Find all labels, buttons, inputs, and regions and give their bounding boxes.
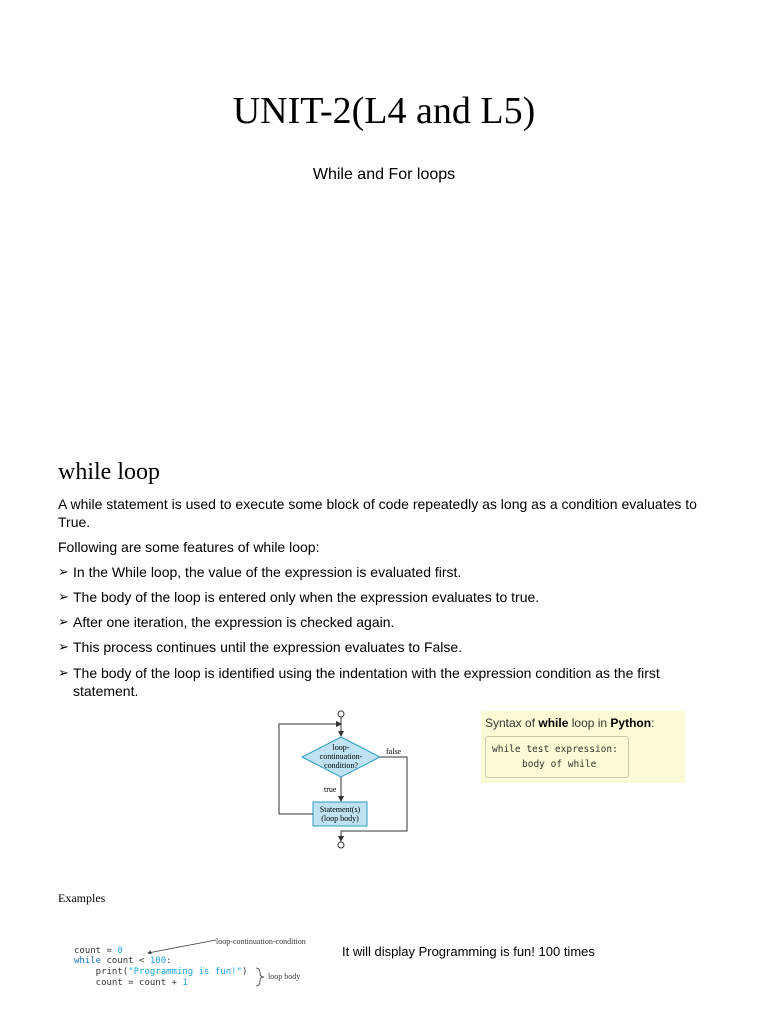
code-line-4: count = count + 1 <box>74 978 188 988</box>
code-line-3: print("Programming is fun!") <box>74 967 248 977</box>
bullet-text: This process continues until the expression evaluates to False. <box>73 639 463 655</box>
syntax-line-1: while test expression: <box>492 744 618 755</box>
false-label: false <box>386 747 402 756</box>
bullet-text: After one iteration, the expression is checked again. <box>73 614 395 630</box>
code-line-1: count = 0 <box>74 946 123 956</box>
condition-annotation: loop-continuation-condition <box>216 937 306 946</box>
code-line-2: while count < 100: <box>74 956 172 966</box>
bullet-arrow-icon: ➢ <box>58 589 69 604</box>
brace-icon <box>256 968 264 986</box>
body-text-2: (loop body) <box>321 814 359 823</box>
syntax-box <box>481 711 685 783</box>
bullet-text: The body of the loop is identified using the indentation with the expression condition as the first statement. <box>73 665 660 699</box>
decision-text-3: condition? <box>324 761 358 770</box>
decision-text-1: loop- <box>332 743 350 752</box>
bullet-item <box>58 588 718 606</box>
body-text-1: Statement(s) <box>319 805 361 814</box>
while-loop-flowchart <box>270 706 420 852</box>
intro-paragraph: A while statement is used to execute some block of code repeatedly as long as a condition evaluates to True. <box>58 496 697 530</box>
bullet-item <box>58 664 718 700</box>
example-note: It will display Programming is fun! 100 times <box>342 944 595 959</box>
bullet-arrow-icon: ➢ <box>58 639 69 654</box>
page-title: UNIT-2(L4 and L5) <box>232 90 536 132</box>
bullet-text: The body of the loop is entered only when the expression evaluates to true. <box>73 589 540 605</box>
decision-text-2: continuation- <box>319 752 363 761</box>
page-subtitle: While and For loops <box>312 166 456 183</box>
body-annotation: loop body <box>268 972 301 981</box>
bullet-arrow-icon: ➢ <box>58 614 69 629</box>
syntax-line-2: body of while <box>522 759 597 770</box>
example-code-block <box>74 933 324 993</box>
bullet-arrow-icon: ➢ <box>58 665 69 680</box>
bullet-text: In the While loop, the value of the expression is evaluated first. <box>73 564 462 580</box>
syntax-code <box>485 736 629 778</box>
bullet-item <box>58 563 718 581</box>
section-heading: while loop <box>58 459 160 485</box>
examples-label: Examples <box>58 891 106 905</box>
true-label: true <box>324 785 337 794</box>
bullet-item <box>58 638 718 656</box>
bullet-item <box>58 613 718 631</box>
end-connector <box>338 842 344 848</box>
syntax-title: Syntax of while loop in Python: <box>485 716 655 730</box>
start-connector <box>338 711 344 717</box>
bullet-arrow-icon: ➢ <box>58 564 69 579</box>
features-lead: Following are some features of while loop: <box>58 539 320 555</box>
